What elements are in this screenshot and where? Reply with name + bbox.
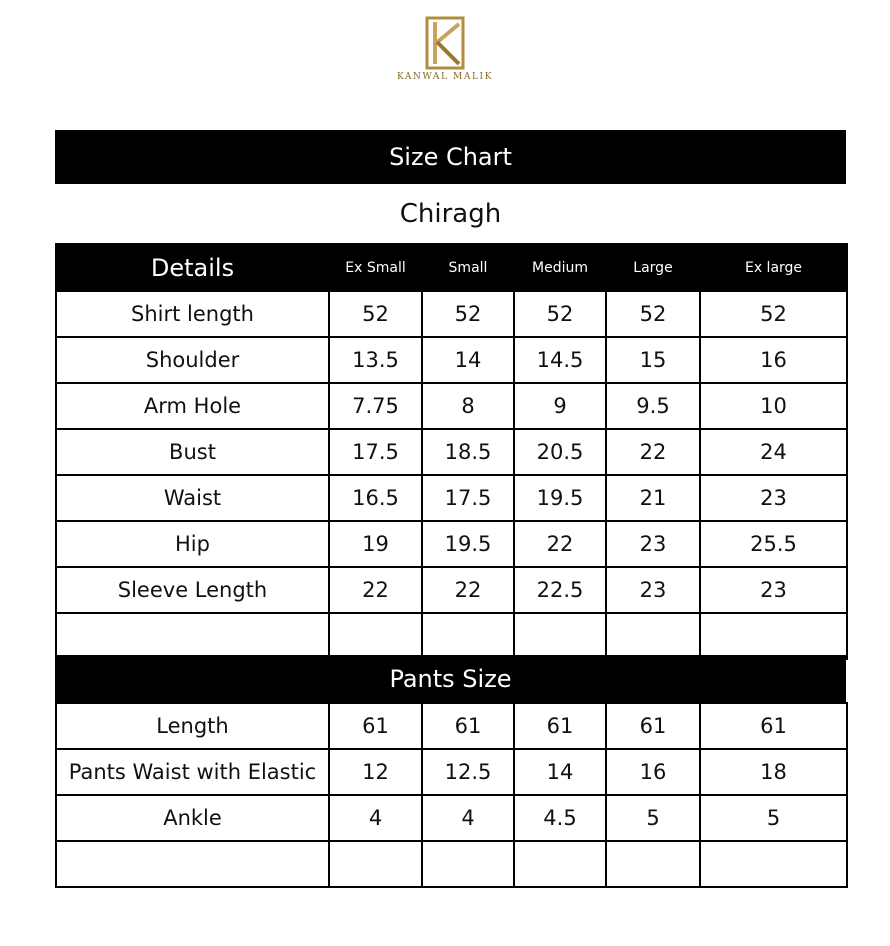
row-label: Shirt length	[56, 291, 329, 337]
table-row	[56, 521, 847, 567]
measurement-cell: 17.5	[329, 429, 422, 475]
measurement-cell: 18	[700, 749, 847, 795]
row-label: Bust	[56, 429, 329, 475]
measurement-cell: 19.5	[422, 521, 514, 567]
measurement-cell: 61	[329, 703, 422, 749]
measurement-cell: 61	[422, 703, 514, 749]
measurement-cell: 14.5	[514, 337, 606, 383]
measurement-cell: 61	[606, 703, 700, 749]
measurement-cell: 16	[700, 337, 847, 383]
table-row	[56, 429, 847, 475]
measurement-cell: 52	[514, 291, 606, 337]
table-row	[56, 337, 847, 383]
table-row	[56, 383, 847, 429]
product-name: Chiragh	[399, 199, 502, 229]
measurement-cell: 22	[606, 429, 700, 475]
measurement-cell: 16.5	[329, 475, 422, 521]
details-header: Details	[56, 244, 329, 291]
measurement-cell: 15	[606, 337, 700, 383]
measurement-cell: 12	[329, 749, 422, 795]
empty-cell	[700, 613, 847, 659]
empty-cell	[422, 613, 514, 659]
row-label: Waist	[56, 475, 329, 521]
measurement-cell: 23	[606, 567, 700, 613]
brand-name: KANWAL MALIK	[396, 72, 494, 82]
empty-row	[56, 841, 847, 887]
measurement-cell: 22	[514, 521, 606, 567]
measurement-cell: 19.5	[514, 475, 606, 521]
measurement-cell: 5	[700, 795, 847, 841]
row-label: Pants Waist with Elastic	[56, 749, 329, 795]
measurement-cell: 4	[422, 795, 514, 841]
measurement-cell: 9	[514, 383, 606, 429]
empty-cell	[700, 841, 847, 887]
measurement-cell: 61	[700, 703, 847, 749]
measurement-cell: 4	[329, 795, 422, 841]
table-row	[56, 291, 847, 337]
size-header: Large	[606, 244, 700, 291]
size-chart-title: Size Chart	[55, 130, 846, 184]
pants-size-table	[55, 702, 848, 888]
measurement-cell: 16	[606, 749, 700, 795]
measurement-cell: 22	[422, 567, 514, 613]
row-label: Shoulder	[56, 337, 329, 383]
measurement-cell: 23	[700, 567, 847, 613]
measurement-cell: 20.5	[514, 429, 606, 475]
empty-cell	[329, 841, 422, 887]
measurement-cell: 52	[422, 291, 514, 337]
row-label: Ankle	[56, 795, 329, 841]
empty-cell	[329, 613, 422, 659]
brand-logo	[0, 16, 890, 82]
row-label: Arm Hole	[56, 383, 329, 429]
measurement-cell: 21	[606, 475, 700, 521]
table-row	[56, 703, 847, 749]
measurement-cell: 61	[514, 703, 606, 749]
size-header: Ex Small	[329, 244, 422, 291]
measurement-cell: 5	[606, 795, 700, 841]
measurement-cell: 22.5	[514, 567, 606, 613]
measurement-cell: 23	[606, 521, 700, 567]
size-header: Ex large	[700, 244, 847, 291]
measurement-cell: 52	[606, 291, 700, 337]
table-row	[56, 795, 847, 841]
empty-cell	[422, 841, 514, 887]
measurement-cell: 25.5	[700, 521, 847, 567]
size-header: Medium	[514, 244, 606, 291]
table-header-row	[56, 244, 847, 291]
measurement-cell: 22	[329, 567, 422, 613]
row-label: Sleeve Length	[56, 567, 329, 613]
measurement-cell: 7.75	[329, 383, 422, 429]
empty-cell	[514, 613, 606, 659]
measurement-cell: 19	[329, 521, 422, 567]
km-monogram-logo	[425, 16, 465, 70]
table-row	[56, 475, 847, 521]
row-label: Length	[56, 703, 329, 749]
pants-size-title: Pants Size	[55, 655, 846, 703]
empty-cell	[606, 613, 700, 659]
size-header: Small	[422, 244, 514, 291]
row-label: Hip	[56, 521, 329, 567]
measurement-cell: 24	[700, 429, 847, 475]
measurement-cell: 9.5	[606, 383, 700, 429]
measurement-cell: 23	[700, 475, 847, 521]
empty-cell	[514, 841, 606, 887]
empty-row	[56, 613, 847, 659]
table-row	[56, 567, 847, 613]
measurement-cell: 8	[422, 383, 514, 429]
empty-cell	[606, 841, 700, 887]
measurement-cell: 10	[700, 383, 847, 429]
measurement-cell: 14	[422, 337, 514, 383]
shirt-size-table	[55, 243, 848, 660]
measurement-cell: 13.5	[329, 337, 422, 383]
measurement-cell: 14	[514, 749, 606, 795]
measurement-cell: 52	[700, 291, 847, 337]
measurement-cell: 17.5	[422, 475, 514, 521]
measurement-cell: 52	[329, 291, 422, 337]
measurement-cell: 12.5	[422, 749, 514, 795]
empty-cell	[56, 613, 329, 659]
table-row	[56, 749, 847, 795]
measurement-cell: 18.5	[422, 429, 514, 475]
measurement-cell: 4.5	[514, 795, 606, 841]
empty-cell	[56, 841, 329, 887]
